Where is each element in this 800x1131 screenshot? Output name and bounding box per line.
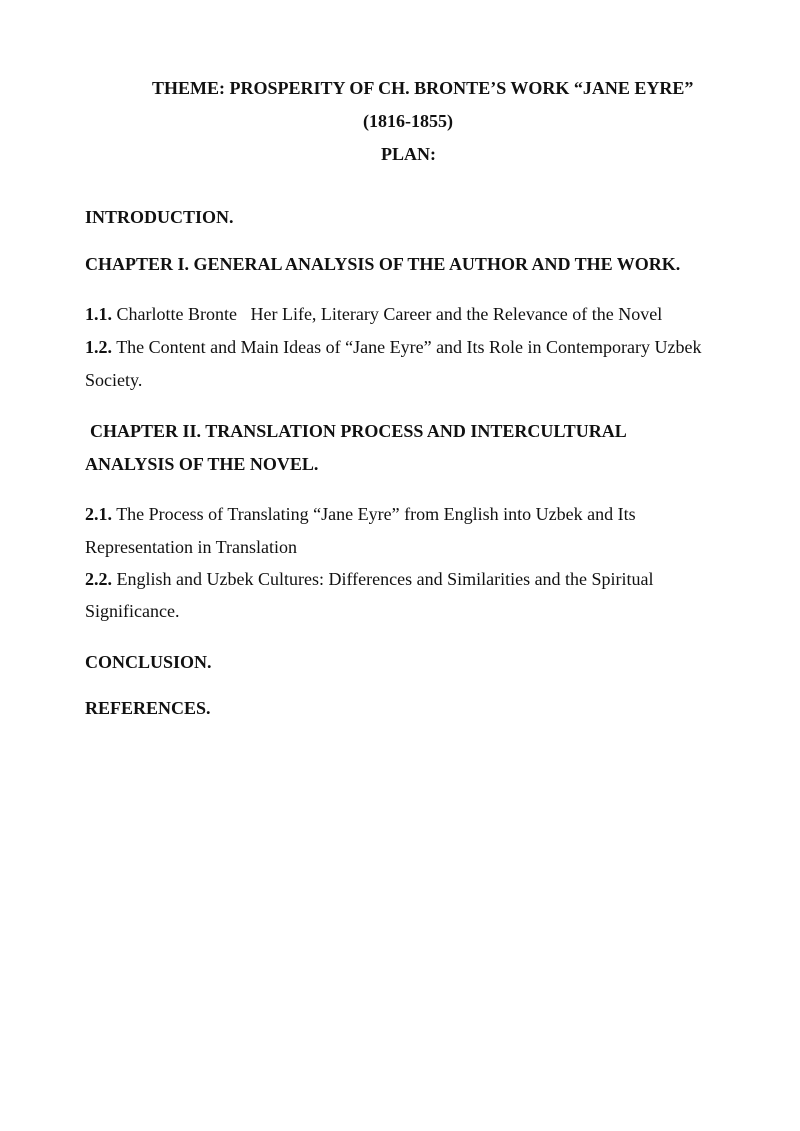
chapter2-title-line1: CHAPTER II. TRANSLATION PROCESS AND INTERCULTURAL (90, 421, 627, 441)
references-heading: REFERENCES. (85, 698, 211, 718)
section-1-2 (85, 336, 702, 358)
section-text: The Process of Translating “Jane Eyre” from English into Uzbek and Its (116, 504, 636, 524)
section-1-1 (85, 303, 662, 325)
section-2-2 (85, 568, 654, 590)
years-subtitle: (1816-1855) (363, 111, 453, 131)
chapter2-title-line2: ANALYSIS OF THE NOVEL. (85, 454, 319, 474)
section-number: 2.1. (85, 504, 112, 524)
theme-title: THEME: PROSPERITY OF CH. BRONTE’S WORK “JANE EYRE” (152, 78, 694, 98)
section-2-1 (85, 503, 636, 525)
conclusion-heading: CONCLUSION. (85, 652, 212, 672)
section-2-1-continuation: Representation in Translation (85, 537, 297, 557)
section-number: 2.2. (85, 569, 112, 589)
introduction-heading: INTRODUCTION. (85, 207, 234, 227)
plan-heading: PLAN: (381, 144, 436, 164)
section-1-2-continuation: Society. (85, 370, 143, 390)
section-2-2-continuation: Significance. (85, 601, 180, 621)
section-text: The Content and Main Ideas of “Jane Eyre” and Its Role in Contemporary Uzbek (116, 337, 702, 357)
section-text: English and Uzbek Cultures: Differences and Similarities and the Spiritual (116, 569, 654, 589)
section-number: 1.1. (85, 304, 112, 324)
section-text: Charlotte Bronte Her Life, Literary Career and the Relevance of the Novel (116, 304, 663, 324)
chapter1-title: CHAPTER I. GENERAL ANALYSIS OF THE AUTHOR AND THE WORK. (85, 254, 681, 274)
section-number: 1.2. (85, 337, 112, 357)
